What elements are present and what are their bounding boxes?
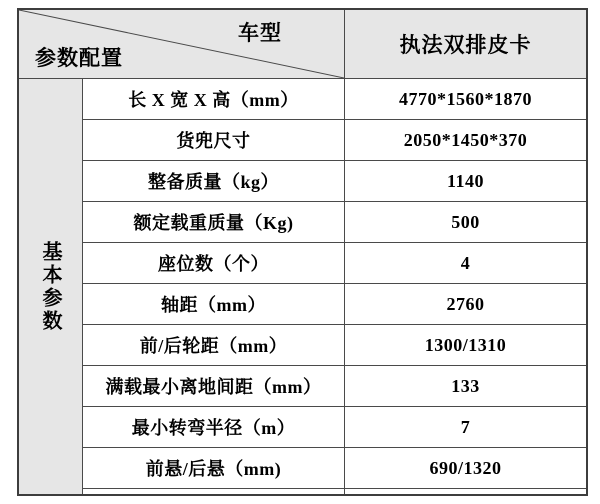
spec-value: 4 bbox=[460, 252, 471, 273]
spec-value: 2050*1450*370 bbox=[403, 129, 528, 150]
spec-label: 最小转弯半径（m） bbox=[83, 407, 345, 447]
spec-label: 整备质量（kg） bbox=[83, 161, 345, 201]
row-group-label: 基本参数 bbox=[39, 240, 61, 333]
spec-value: 500 bbox=[451, 211, 480, 232]
spec-label: 轴距（mm） bbox=[83, 284, 345, 324]
table-row bbox=[83, 120, 586, 161]
partial-label-cell bbox=[83, 489, 345, 494]
spec-value: 1300/1310 bbox=[424, 334, 507, 355]
spec-label: 货兜尺寸 bbox=[83, 120, 345, 160]
spec-label: 座位数（个） bbox=[83, 243, 345, 283]
table-header-row bbox=[19, 10, 586, 79]
spec-label: 额定载重质量（Kg) bbox=[83, 202, 345, 242]
corner-label-parameter-config: 参数配置 bbox=[35, 46, 123, 70]
rows-container bbox=[83, 79, 586, 494]
spec-value: 2760 bbox=[446, 293, 485, 314]
spec-label: 前悬/后悬（mm) bbox=[83, 448, 345, 488]
row-group-cell bbox=[19, 79, 83, 494]
partial-row-sliver bbox=[83, 489, 586, 494]
spec-value: 1140 bbox=[446, 170, 484, 191]
table-row bbox=[83, 202, 586, 243]
table-row bbox=[83, 448, 586, 489]
spec-label: 长 X 宽 X 高（mm） bbox=[83, 79, 345, 119]
table-row bbox=[83, 366, 586, 407]
partial-value-cell bbox=[345, 489, 586, 494]
spec-value: 4770*1560*1870 bbox=[399, 88, 532, 109]
spec-value: 7 bbox=[460, 416, 471, 437]
value-column-header: 执法双排皮卡 bbox=[399, 33, 532, 57]
diagonal-corner-cell bbox=[19, 10, 345, 78]
corner-label-vehicle-model: 车型 bbox=[238, 21, 282, 45]
table-row bbox=[83, 284, 586, 325]
spec-value: 690/1320 bbox=[429, 457, 502, 478]
spec-label: 满载最小离地间距（mm） bbox=[83, 366, 345, 406]
table-body bbox=[19, 79, 586, 494]
table-row bbox=[83, 325, 586, 366]
table-row bbox=[83, 407, 586, 448]
vehicle-spec-table bbox=[17, 8, 588, 496]
spec-value: 133 bbox=[451, 375, 480, 396]
table-row bbox=[83, 79, 586, 120]
spec-label: 前/后轮距（mm） bbox=[83, 325, 345, 365]
table-row bbox=[83, 161, 586, 202]
table-row bbox=[83, 243, 586, 284]
